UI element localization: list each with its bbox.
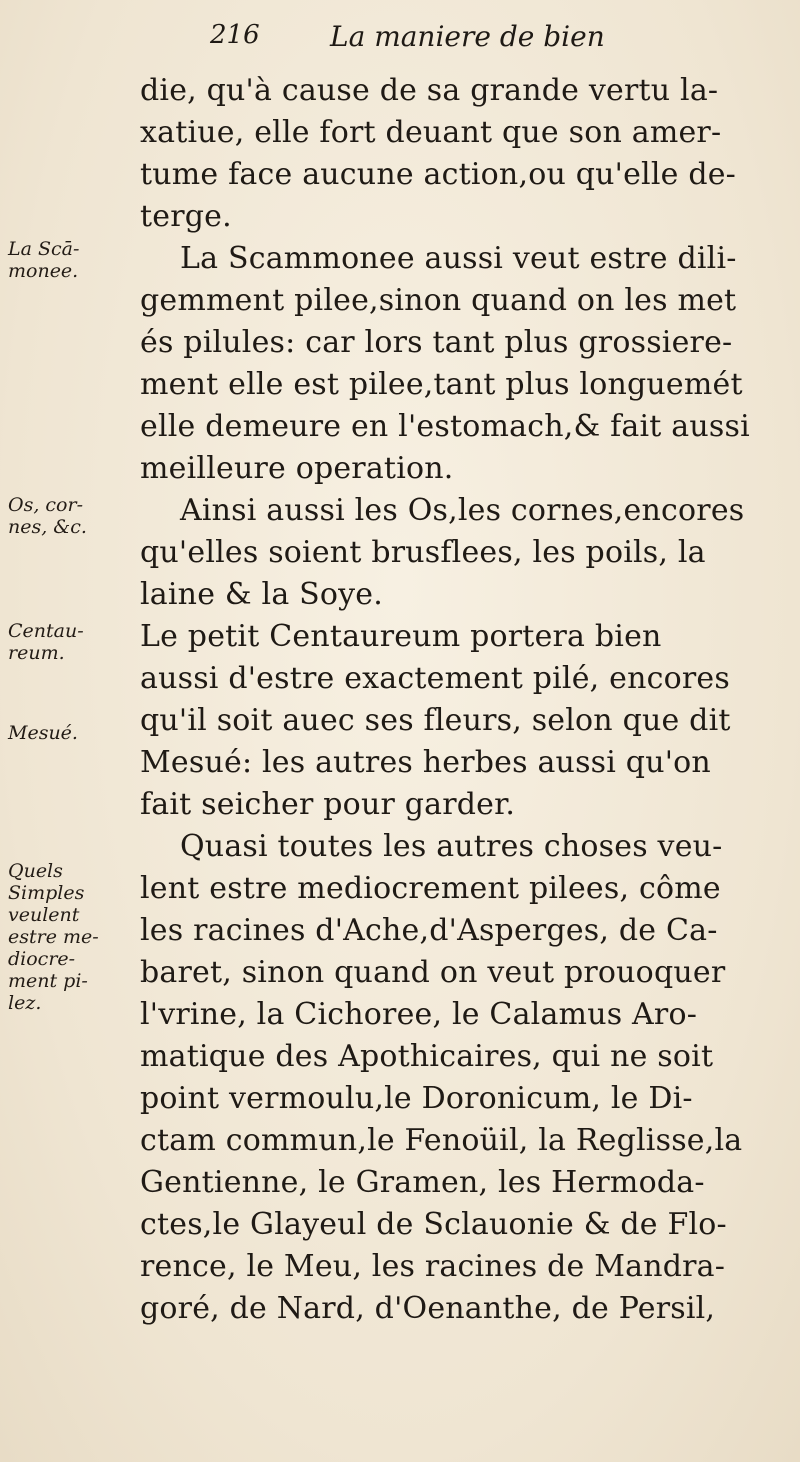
- margin-note-line: ment pi-: [8, 970, 88, 992]
- text-line: goré, de Nard, d'Oenanthe, de Persil,: [140, 1291, 716, 1326]
- text-line: meilleure operation.: [140, 451, 454, 486]
- margin-note-line: La Scā-: [8, 238, 80, 260]
- text-line: rence, le Meu, les racines de Mandra-: [140, 1249, 726, 1284]
- margin-note-line: lez.: [8, 992, 42, 1014]
- text-line: Ainsi aussi les Os,les cornes,encores: [180, 493, 745, 528]
- text-line: xatiue, elle fort deuant que son amer-: [140, 115, 722, 150]
- margin-note-quels-simples: [8, 860, 126, 1014]
- margin-note-line: Simples: [8, 882, 85, 904]
- text-line: tume face aucune action,ou qu'elle de-: [140, 157, 737, 192]
- margin-note-line: Centau-: [8, 620, 84, 642]
- margin-note-line: estre me-: [8, 926, 99, 948]
- text-line: terge.: [140, 199, 232, 234]
- text-line: ctam commun,le Fenoüil, la Reglisse,la: [140, 1123, 743, 1158]
- text-line: l'vrine, la Cichoree, le Calamus Aro-: [140, 997, 698, 1032]
- margin-note-line: reum.: [8, 642, 65, 664]
- text-line: ment elle est pilee,tant plus longuemét: [140, 367, 743, 402]
- text-line: Le petit Centaureum portera bien: [140, 619, 662, 654]
- page-header: [0, 20, 800, 70]
- text-line: matique des Apothicaires, qui ne soit: [140, 1039, 714, 1074]
- margin-note-line: monee.: [8, 260, 79, 282]
- text-line: gemment pilee,sinon quand on les met: [140, 283, 737, 318]
- margin-note-mesue: [8, 722, 126, 744]
- margin-note-line: diocre-: [8, 948, 76, 970]
- text-line: die, qu'à cause de sa grande vertu la-: [140, 73, 719, 108]
- running-title: La maniere de bien: [330, 20, 605, 53]
- text-line: Quasi toutes les autres choses veu-: [180, 829, 723, 864]
- text-line: aussi d'estre exactement pilé, encores: [140, 661, 730, 696]
- margin-note-centaureum: [8, 620, 126, 664]
- text-line: qu'elles soient brusflees, les poils, la: [140, 535, 706, 570]
- margin-note-line: Mesué.: [8, 722, 78, 744]
- margin-note-os-cornes: [8, 494, 126, 538]
- text-line: ctes,le Glayeul de Sclauonie & de Flo-: [140, 1207, 727, 1242]
- text-line: baret, sinon quand on veut prouoquer: [140, 955, 726, 990]
- text-line: Gentienne, le Gramen, les Hermoda-: [140, 1165, 705, 1200]
- text-line: fait seicher pour garder.: [140, 787, 516, 822]
- body-text: [140, 70, 790, 1330]
- margin-note-line: veulent: [8, 904, 80, 926]
- text-line: lent estre mediocrement pilees, côme: [140, 871, 721, 906]
- text-line: La Scammonee aussi veut estre dili-: [180, 241, 737, 276]
- text-line: és pilules: car lors tant plus grossiere-: [140, 325, 733, 360]
- text-line: elle demeure en l'estomach,& fait aussi: [140, 409, 750, 444]
- text-line: laine & la Soye.: [140, 577, 383, 612]
- margin-note-line: Quels: [8, 860, 63, 882]
- margin-note-line: Os, cor-: [8, 494, 83, 516]
- text-line: qu'il soit auec ses fleurs, selon que dit: [140, 703, 731, 738]
- text-line: point vermoulu,le Doronicum, le Di-: [140, 1081, 693, 1116]
- margin-note-scammonee: [8, 238, 126, 282]
- margin-note-line: nes, &c.: [8, 516, 87, 538]
- page-number: 216: [210, 20, 260, 50]
- text-line: les racines d'Ache,d'Asperges, de Ca-: [140, 913, 718, 948]
- text-line: Mesué: les autres herbes aussi qu'on: [140, 745, 711, 780]
